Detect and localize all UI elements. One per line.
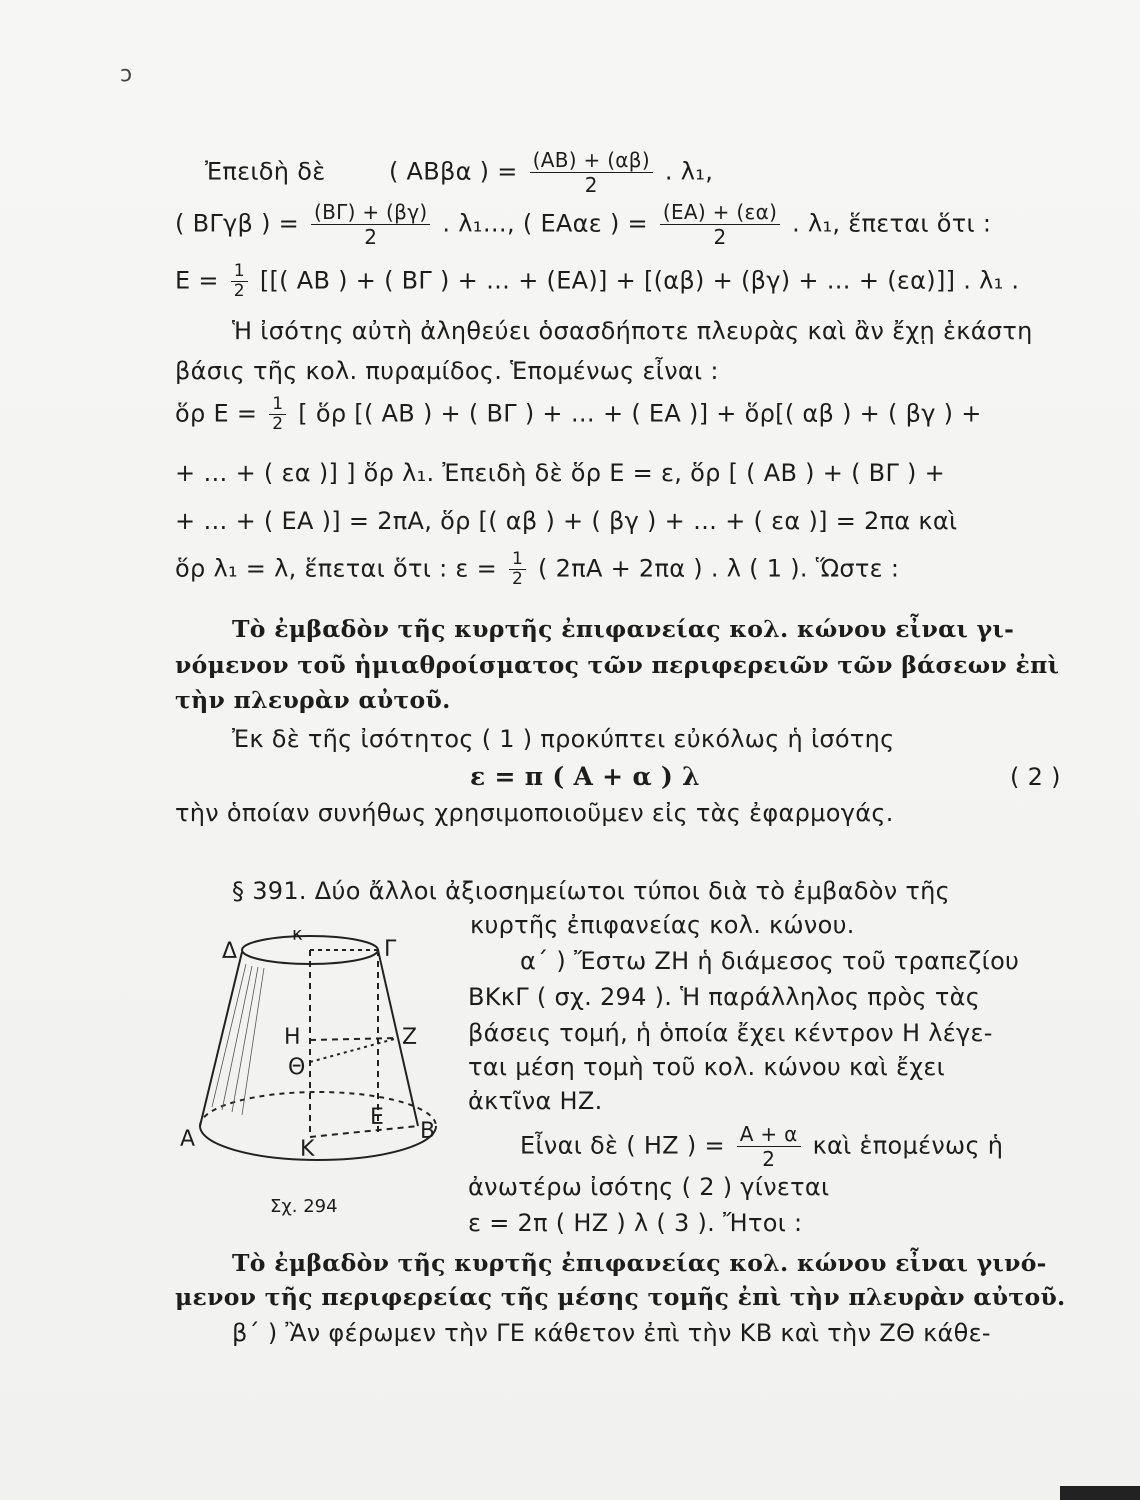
- fraction-numerator: 1: [231, 262, 248, 282]
- fraction-numerator: Α + α: [737, 1122, 801, 1147]
- text-mid: . λ₁…, ( ΕΑαε ) =: [442, 209, 648, 238]
- fraction-denominator: 2: [762, 1147, 776, 1171]
- fraction-denominator: 2: [511, 569, 524, 589]
- text-line-5: βάσις τῆς κολ. πυραμίδος. Ἑπομένως εἶναι :: [175, 357, 719, 385]
- paragraph-a-line-7: ἀνωτέρω ἰσότης ( 2 ) γίνεται: [468, 1173, 830, 1201]
- theorem-1-line-1: Τὸ ἐμβαδὸν τῆς κυρτῆς ἐπιφανείας κολ. κώνου εἶναι γι-: [232, 615, 1015, 643]
- label-theta: Θ: [288, 1055, 306, 1080]
- paragraph-b-line-1: β΄ ) Ἂν φέρωμεν τὴν ΓΕ κάθετον ἐπὶ τὴν ΚΒ καὶ τὴν ΖΘ κάθε-: [232, 1319, 991, 1347]
- fraction: [311, 200, 430, 249]
- text-suffix: . λ₁,: [664, 157, 714, 186]
- equation-line-3: [175, 262, 1075, 301]
- label-K: Κ: [300, 1137, 315, 1162]
- text-line-10: Ἐκ δὲ τῆς ἰσότητος ( 1 ) προκύπτει εὐκόλως ἡ ἰσότης: [232, 725, 895, 753]
- fraction-numerator: (ΑΒ) + (αβ): [530, 148, 653, 173]
- paragraph-a-line-8: ε = 2π ( ΗΖ ) λ ( 3 ). Ἤτοι :: [468, 1209, 803, 1237]
- perpendicular-z-theta: [310, 1038, 398, 1062]
- fraction-denominator: 2: [233, 281, 245, 301]
- fraction-numerator: 1: [269, 395, 286, 415]
- fraction-denominator: 2: [272, 414, 284, 434]
- fraction: [737, 1122, 801, 1171]
- text-body: [ ὅρ [( ΑΒ ) + ( ΒΓ ) + … + ( ΕΑ )] + ὅρ[( αβ ) + ( βγ ) +: [298, 399, 982, 428]
- bottom-base-front: [200, 1126, 436, 1160]
- paragraph-a-line-1: α΄ ) Ἔστω ΖΗ ἡ διάμεσος τοῦ τραπεζίου: [520, 947, 1020, 975]
- bottom-base-back: [200, 1092, 436, 1126]
- section-heading: § 391. Δύο ἄλλοι ἀξιοσημείωτοι τύποι διὰ τὸ ἐμβαδὸν τῆς: [232, 877, 951, 905]
- equation-2: ε = π ( Α + α ) λ: [470, 762, 700, 791]
- text-lhs: ( ΑΒβα ) =: [388, 157, 518, 186]
- fraction: [269, 395, 286, 434]
- paragraph-a-line-3: βάσεις τομή, ἡ ὁποία ἔχει κέντρον Η λέγε-: [468, 1019, 993, 1047]
- text-line-11: τὴν ὁποίαν συνήθως χρησιμοποιοῦμεν εἰς τὰς ἐφαρμογάς.: [175, 799, 894, 827]
- text-suffix: ( 2πΑ + 2πα ) . λ ( 1 ). Ὥστε :: [538, 554, 900, 583]
- equation-line-6: [175, 395, 1075, 434]
- fraction-denominator: 2: [584, 173, 598, 197]
- fraction-numerator: (ΒΓ) + (βγ): [311, 200, 430, 225]
- theorem-1-line-3: τὴν πλευρὰν αὐτοῦ.: [175, 686, 451, 714]
- equation-line-2: [175, 200, 1075, 249]
- left-generatrix: [200, 952, 242, 1126]
- section-heading-2: κυρτῆς ἐπιφανείας κολ. κώνου.: [470, 911, 855, 939]
- figure-294-frustum: [180, 912, 450, 1232]
- text-prefix: ὅρ λ₁ = λ, ἕπεται ὅτι : ε =: [175, 554, 498, 583]
- paragraph-a-line-4: ται μέση τομὴ τοῦ κολ. κώνου καὶ ἔχει: [468, 1053, 946, 1081]
- text-body: [[( ΑΒ ) + ( ΒΓ ) + … + (ΕΑ)] + [(αβ) + (βγ) + … + (εα)]] . λ₁ .: [259, 266, 1020, 295]
- fraction: [509, 550, 526, 589]
- label-alpha: Α: [180, 1127, 196, 1152]
- text-line-8: + … + ( ΕΑ )] = 2πΑ, ὅρ [( αβ ) + ( βγ ) + … + ( εα )] = 2πα καὶ: [175, 507, 958, 535]
- equation-line-1: [205, 148, 1105, 197]
- text-suffix: καὶ ἑπομένως ἡ: [812, 1131, 1004, 1160]
- text-lhs: ( ΒΓγβ ) =: [175, 209, 300, 238]
- label-epsilon: Ε: [370, 1105, 384, 1130]
- text-line-4: Ἡ ἰσότης αὐτὴ ἀληθεύει ὁσασδήποτε πλευρὰς καὶ ἂν ἔχῃ ἑκάστη: [232, 317, 1033, 345]
- page-edge-mark: [1060, 1486, 1140, 1500]
- mid-radius: [310, 1038, 398, 1040]
- text-prefix: Ἐπειδὴ δὲ: [205, 157, 326, 186]
- fraction: [530, 148, 653, 197]
- label-gamma: Γ: [384, 937, 397, 962]
- fraction-numerator: 1: [509, 550, 526, 570]
- fraction-denominator: 2: [713, 225, 727, 249]
- theorem-1-line-2: νόμενον τοῦ ἡμιαθροίσματος τῶν περιφερειῶν τῶν βάσεων ἐπὶ: [175, 651, 1060, 679]
- text-line-7: + … + ( εα )] ] ὅρ λ₁. Ἐπειδὴ δὲ ὅρ Ε = ε, ὅρ [ ( ΑΒ ) + ( ΒΓ ) +: [175, 459, 946, 487]
- figure-caption: Σχ. 294: [270, 1196, 338, 1217]
- text-prefix: Εἶναι δὲ ( ΗΖ ) =: [520, 1131, 725, 1160]
- theorem-2-line-1: Τὸ ἐμβαδὸν τῆς κυρτῆς ἐπιφανείας κολ. κώνου εἶναι γινό-: [232, 1249, 1047, 1277]
- paragraph-a-line-5: ἀκτῖνα ΗΖ.: [468, 1087, 603, 1115]
- bottom-radius: [310, 1126, 418, 1137]
- fraction-numerator: (ΕΑ) + (εα): [660, 200, 780, 225]
- text-lhs: Ε =: [175, 266, 219, 295]
- paragraph-a-line-6: [520, 1122, 1080, 1171]
- fraction: [231, 262, 248, 301]
- label-delta: Δ: [222, 939, 238, 964]
- label-zeta: Ζ: [402, 1025, 418, 1050]
- label-beta: Β: [420, 1119, 436, 1144]
- corner-mark: ͻ: [120, 62, 133, 87]
- label-kappa: κ: [292, 924, 303, 945]
- text-suffix: . λ₁, ἕπεται ὅτι :: [792, 209, 992, 238]
- equation-line-9: [175, 550, 1075, 589]
- theorem-2-line-2: μενον τῆς περιφερείας τῆς μέσης τομῆς ἐπὶ τὴν πλευρὰν αὐτοῦ.: [175, 1283, 1066, 1311]
- fraction: [660, 200, 780, 249]
- fraction-denominator: 2: [364, 225, 378, 249]
- equation-2-number: ( 2 ): [1010, 763, 1061, 791]
- label-eta: Η: [284, 1025, 301, 1050]
- text-lhs: ὅρ Ε =: [175, 399, 258, 428]
- paragraph-a-line-2: ΒΚκΓ ( σχ. 294 ). Ἡ παράλληλος πρὸς τὰς: [468, 983, 981, 1011]
